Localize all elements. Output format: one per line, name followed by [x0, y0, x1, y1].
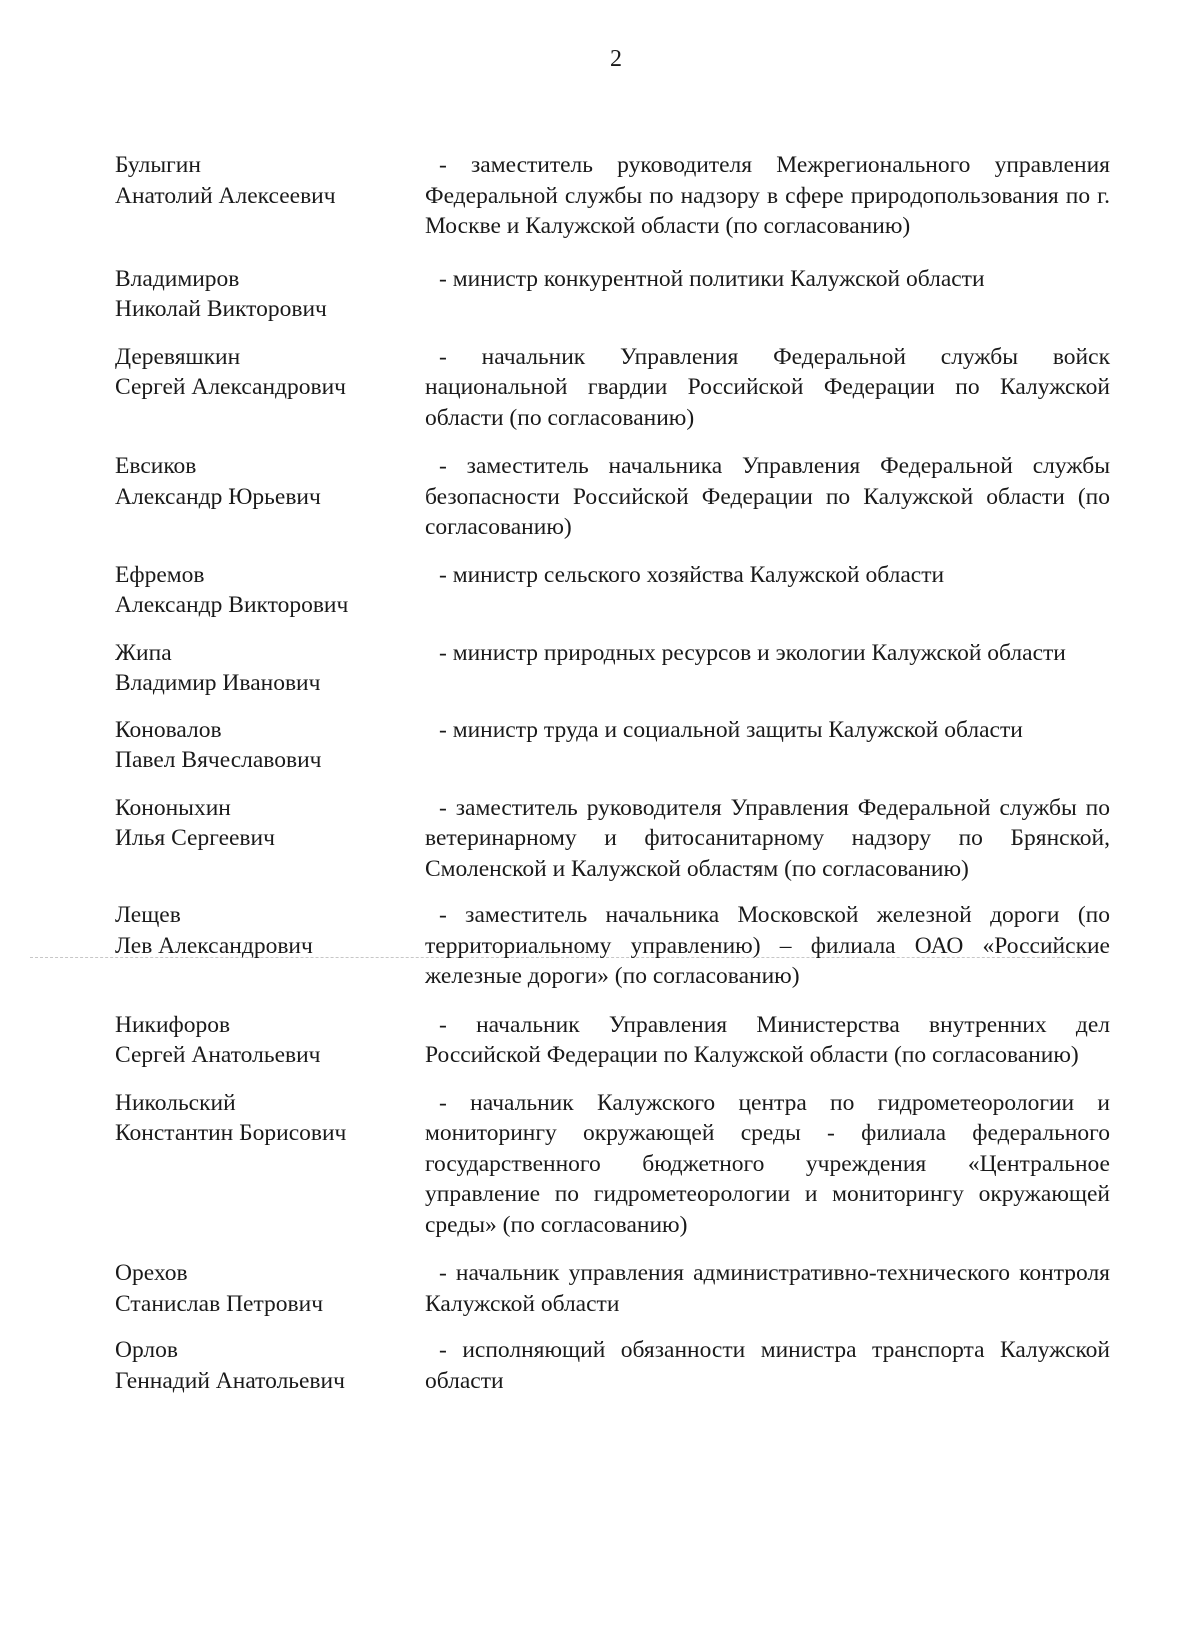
member-role: - заместитель начальника Московской железной дороги (по территориальному управлению) – филиала ОАО «Российские железные дороги» (по согласованию): [425, 902, 1110, 989]
member-row: [115, 715, 1110, 776]
member-name: [115, 1258, 425, 1319]
member-given-name: Николай Викторович: [115, 296, 327, 322]
member-role: - начальник управления административно-технического контроля Калужской области: [425, 1260, 1110, 1317]
member-given-name: Александр Юрьевич: [115, 483, 321, 510]
member-name: [115, 1010, 425, 1071]
member-surname: Жипа: [115, 639, 172, 666]
member-role: - министр труда и социальной защиты Калужской области: [439, 716, 1023, 743]
member-row: [115, 560, 1110, 621]
member-name: [115, 793, 425, 854]
member-surname: Никифоров: [115, 1011, 231, 1038]
members-list: [115, 150, 1110, 1396]
member-name: [115, 1088, 425, 1149]
member-row: [115, 793, 1110, 885]
member-surname: Кононыхин: [115, 794, 231, 821]
member-given-name: Лев Александрович: [115, 932, 313, 959]
member-row: [115, 1010, 1110, 1071]
member-role: - заместитель руководителя Межрегионального управления Федеральной службы по надзору в сфере природопользования по г. Москве и Калужской области (по согласованию): [425, 152, 1110, 239]
member-name: [115, 638, 425, 699]
member-given-name: Александр Викторович: [115, 592, 349, 618]
member-row: [115, 1335, 1110, 1396]
member-given-name: Сергей Александрович: [115, 374, 346, 400]
member-role: - министр природных ресурсов и экологии Калужской области: [439, 639, 1066, 666]
member-row: [115, 1258, 1110, 1319]
member-role: - начальник Управления Министерства внутренних дел Российской Федерации по Калужской области (по согласованию): [425, 1011, 1110, 1068]
member-role: - исполняющий обязанности министра транспорта Калужской области: [425, 1337, 1110, 1394]
member-surname: Владимиров: [115, 265, 240, 292]
member-given-name: Илья Сергеевич: [115, 825, 275, 851]
member-role: - заместитель руководителя Управления Федеральной службы по ветеринарному и фитосанитарному надзору по Брянской, Смоленской и Калужской областям (по согласованию): [425, 794, 1110, 882]
member-name: [115, 900, 425, 961]
member-given-name: Геннадий Анатольевич: [115, 1367, 345, 1394]
member-role: - начальник Управления Федеральной службы войск национальной гвардии Российской Федерации по Калужской области (по согласованию): [425, 343, 1110, 431]
member-row: [115, 900, 1110, 992]
member-name: [115, 451, 425, 512]
member-surname: Ефремов: [115, 561, 205, 588]
member-given-name: Константин Борисович: [115, 1120, 347, 1146]
member-role: - начальник Калужского центра по гидрометеорологии и мониторингу окружающей среды - филиала федерального государственного бюджетного учреждения «Центральное управление по гидрометеорологии и мониторингу окружающей среды» (по согласованию): [425, 1089, 1110, 1238]
member-row: [115, 638, 1110, 699]
member-surname: Лещев: [115, 902, 181, 928]
member-role: - министр сельского хозяйства Калужской области: [439, 561, 945, 588]
member-surname: Евсиков: [115, 453, 197, 479]
member-name: [115, 715, 425, 776]
member-given-name: Павел Вячеславович: [115, 747, 322, 773]
member-name: [115, 1335, 425, 1396]
member-surname: Коновалов: [115, 716, 222, 743]
member-row: [115, 264, 1110, 325]
member-row: [115, 1088, 1110, 1241]
member-role: - министр конкурентной политики Калужской области: [439, 265, 985, 292]
member-name: [115, 342, 425, 403]
member-given-name: Сергей Анатольевич: [115, 1042, 321, 1068]
member-name: [115, 264, 425, 325]
member-surname: Никольский: [115, 1089, 236, 1116]
member-given-name: Станислав Петрович: [115, 1290, 324, 1317]
member-given-name: Владимир Иванович: [115, 670, 321, 696]
page-number: 2: [610, 46, 622, 72]
member-surname: Булыгин: [115, 152, 201, 178]
member-role: - заместитель начальника Управления Федеральной службы безопасности Российской Федерации по Калужской области (по согласованию): [425, 453, 1110, 540]
member-name: [115, 560, 425, 621]
member-row: [115, 342, 1110, 434]
member-surname: Деревяшкин: [115, 343, 241, 370]
member-row: [115, 451, 1110, 543]
member-row: [115, 150, 1110, 242]
member-surname: Орехов: [115, 1260, 188, 1286]
member-name: [115, 150, 425, 211]
member-given-name: Анатолий Алексеевич: [115, 182, 336, 209]
member-surname: Орлов: [115, 1337, 178, 1363]
